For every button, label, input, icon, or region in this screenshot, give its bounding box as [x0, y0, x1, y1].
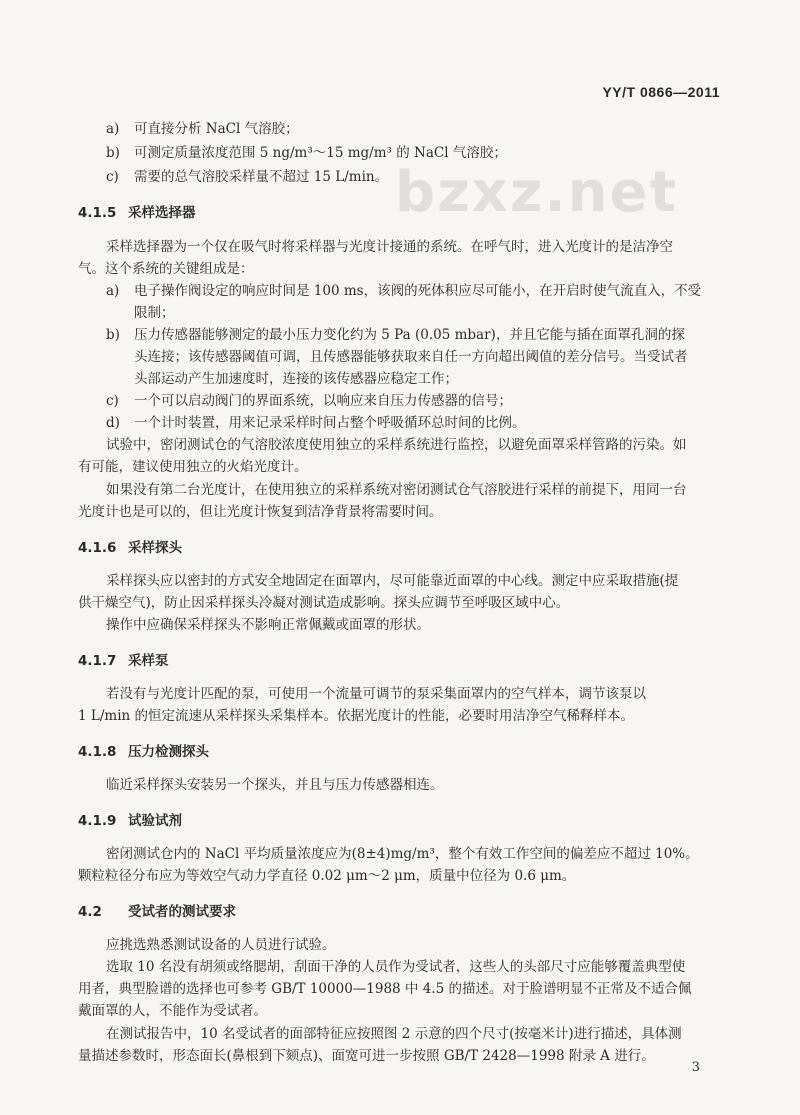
paragraph-line: 有可能，建议使用独立的火焰光度计。	[78, 459, 308, 475]
paragraph-line: 密闭测试仓内的 NaCl 平均质量浓度应为(8±4)mg/m³，整个有效工作空间的偏差应不超过 10%。	[106, 846, 699, 862]
list-item: c) 一个可以启动阀门的界面系统，以响应来自压力传感器的信号；	[106, 393, 512, 409]
paragraph-line: 试验中，密闭测试仓的气溶胶浓度使用独立的采样系统进行监控，以避免面罩采样管路的污染。如	[106, 437, 687, 453]
paragraph-line: 操作中应确保采样探头不影响正常佩戴或面罩的形状。	[106, 617, 430, 633]
section-heading-4-1-8: 4.1.8 压力检测探头	[78, 744, 209, 760]
paragraph-line: 在测试报告中，10 名受试者的面部特征应按照图 2 示意的四个尺寸(按毫米计)进行描述，具体测	[106, 1026, 682, 1042]
paragraph-line: 若没有与光度计匹配的泵，可使用一个流量可调节的泵采集面罩内的空气样本，调节该泵以	[106, 686, 646, 702]
list-item-cont: 头部运动产生加速度时，连接的该传感器应稳定工作；	[134, 371, 458, 387]
section-heading-4-2: 4.2 受试者的测试要求	[78, 904, 236, 920]
list-item: c) 需要的总气溶胶采样量不超过 15 L/min。	[106, 169, 389, 185]
paragraph-line: 颗粒粒径分布应为等效空气动力学直径 0.02 μm～2 μm，质量中位径为 0.6 μm。	[78, 868, 576, 884]
paragraph-line: 采样选择器为一个仅在吸气时将采样器与光度计接通的系统。在呼气时，进入光度计的是洁净空	[106, 239, 673, 255]
paragraph-line: 供干燥空气)，防止因采样探头冷凝对测试造成影响。探头应调节至呼吸区域中心。	[78, 595, 570, 611]
page-number: 3	[691, 1060, 700, 1075]
paragraph-line: 1 L/min 的恒定流速从采样探头采集样本。依据光度计的性能，必要时用洁净空气稀释样本。	[78, 708, 634, 724]
list-item: d) 一个计时装置，用来记录采样时间占整个呼吸循环总时间的比例。	[106, 415, 526, 431]
watermark: bzxz.net	[395, 160, 679, 225]
section-heading-4-1-5: 4.1.5 采样选择器	[78, 205, 196, 221]
list-item: b) 压力传感器能够测定的最小压力变化约为 5 Pa (0.05 mbar)，并且它能与插在面罩孔洞的探	[106, 327, 685, 343]
list-item: a) 电子操作阀设定的响应时间是 100 ms，该阀的死体积应尽可能小，在开启时使气流直入，不受	[106, 283, 702, 299]
paragraph-line: 如果没有第二台光度计，在使用独立的采样系统对密闭测试仓气溶胶进行采样的前提下，用同一台	[106, 482, 687, 498]
doc-code-header: YY/T 0866—2011	[602, 84, 720, 100]
paragraph-line: 选取 10 名没有胡须或络腮胡，刮面干净的人员作为受试者，这些人的头部尺寸应能够覆盖典型使	[106, 959, 686, 975]
list-item-cont: 限制；	[134, 305, 175, 321]
list-item: b) 可测定质量浓度范围 5 ng/m³～15 mg/m³ 的 NaCl 气溶胶；	[106, 145, 507, 161]
section-heading-4-1-9: 4.1.9 试验试剂	[78, 813, 182, 829]
paragraph-line: 气。这个系统的关键组成是：	[78, 261, 254, 277]
paragraph-line: 临近采样探头安装另一个探头，并且与压力传感器相连。	[106, 777, 444, 793]
paragraph-line: 应挑选熟悉测试设备的人员进行试验。	[106, 937, 336, 953]
paragraph-line: 光度计也是可以的，但让光度计恢复到洁净背景将需要时间。	[78, 504, 443, 520]
paragraph-line: 量描述参数时，形态面长(鼻根到下颏点)、面宽可进一步按照 GB/T 2428—1998 附录 A 进行。	[78, 1048, 655, 1064]
paragraph-line: 用者，典型脸谱的选择也可参考 GB/T 10000—1988 中 4.5 的描述。对于脸谱明显不正常及不适合佩	[78, 981, 692, 997]
section-heading-4-1-7: 4.1.7 采样泵	[78, 653, 169, 669]
paragraph-line: 戴面罩的人，不能作为受试者。	[78, 1003, 267, 1019]
list-item-cont: 头连接；该传感器阈值可调，且传感器能够获取来自任一方向超出阈值的差分信号。当受试者	[134, 349, 688, 365]
section-heading-4-1-6: 4.1.6 采样探头	[78, 540, 182, 556]
list-item: a) 可直接分析 NaCl 气溶胶；	[106, 121, 299, 137]
paragraph-line: 采样探头应以密封的方式安全地固定在面罩内，尽可能靠近面罩的中心线。测定中应采取措施(提	[106, 573, 679, 589]
